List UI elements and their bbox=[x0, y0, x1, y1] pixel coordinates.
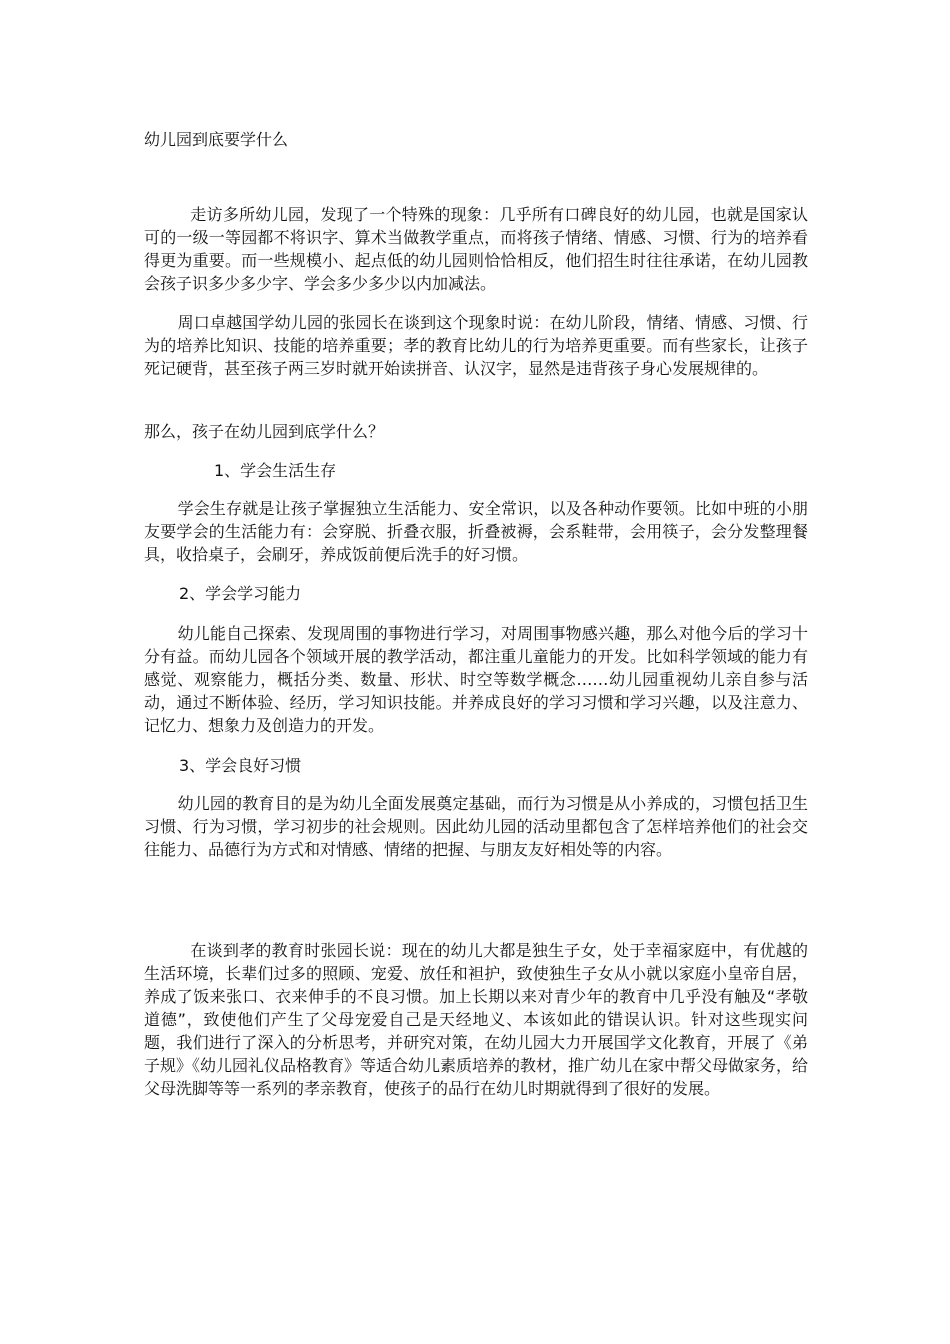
paragraph-question: 那么，孩子在幼儿园到底学什么？ bbox=[144, 422, 385, 441]
paragraph-good-habits: 幼儿园的教育目的是为幼儿全面发展奠定基础，而行为习惯是从小养成的，习惯包括卫生习惯、行为习惯，学习初步的社会规则。因此幼儿园的活动里都包含了怎样培养他们的社会交往能力、品德行为方式和对情感、情绪的把握、与朋友友好相处等的内容。 bbox=[144, 794, 808, 859]
document-title: 幼儿园到底要学什么 bbox=[144, 130, 289, 149]
paragraph-principal-view: 周口卓越国学幼儿园的张园长在谈到这个现象时说：在幼儿阶段，情绪、情感、习惯、行为的培养比知识、技能的培养重要；孝的教育比幼儿的行为培养更重要。而有些家长，让孩子死记硬背，甚至孩子两三岁时就开始读拼音、认汉字，显然是违背孩子身心发展规律的。 bbox=[144, 313, 808, 378]
section-heading-learning-ability: 2、学会学习能力 bbox=[179, 584, 302, 603]
paragraph-life-skills: 学会生存就是让孩子掌握独立生活能力、安全常识，以及各种动作要领。比如中班的小朋友要学会的生活能力有：会穿脱、折叠衣服，折叠被褥，会系鞋带，会用筷子，会分发整理餐具，收拾桌子，会刷牙，养成饭前便后洗手的好习惯。 bbox=[144, 499, 808, 564]
section-heading-good-habits: 3、学会良好习惯 bbox=[179, 756, 302, 775]
paragraph-filial-education: 在谈到孝的教育时张园长说：现在的幼儿大都是独生子女，处于幸福家庭中，有优越的生活环境，长辈们过多的照顾、宠爱、放任和袒护，致使独生子女从小就以家庭小皇帝自居，养成了饭来张口、衣来伸手的不良习惯。加上长期以来对青少年的教育中几乎没有触及“孝敬道德”，致使他们产生了父母宠爱自己是天经地义、本该如此的错误认识。针对这些现实问题，我们进行了深入的分析思考，并研究对策，在幼儿园大力开展国学文化教育，开展了《弟子规》《幼儿园礼仪品格教育》等适合幼儿素质培养的教材，推广幼儿在家中帮父母做家务，给父母洗脚等等一系列的孝亲教育，使孩子的品行在幼儿时期就得到了很好的发展。 bbox=[144, 941, 809, 1098]
section-heading-life-skills: 1、学会生活生存 bbox=[214, 461, 337, 480]
paragraph-visit-observation: 走访多所幼儿园，发现了一个特殊的现象：几乎所有口碑良好的幼儿园，也就是国家认可的一级一等园都不将识字、算术当做教学重点，而将孩子情绪、情感、习惯、行为的培养看得更为重要。而一些规模小、起点低的幼儿园则恰恰相反，他们招生时往往承诺，在幼儿园教会孩子识多少多少字、学会多少多少以内加减法。 bbox=[144, 205, 808, 293]
paragraph-learning-ability: 幼儿能自己探索、发现周围的事物进行学习，对周围事物感兴趣，那么对他今后的学习十分有益。而幼儿园各个领域开展的教学活动，都注重儿童能力的开发。比如科学领域的能力有感觉、观察能力，概括分类、数量、形状、时空等数学概念……幼儿园重视幼儿亲自参与活动，通过不断体验、经历，学习知识技能。并养成良好的学习习惯和学习兴趣，以及注意力、记忆力、想象力及创造力的开发。 bbox=[144, 624, 808, 735]
